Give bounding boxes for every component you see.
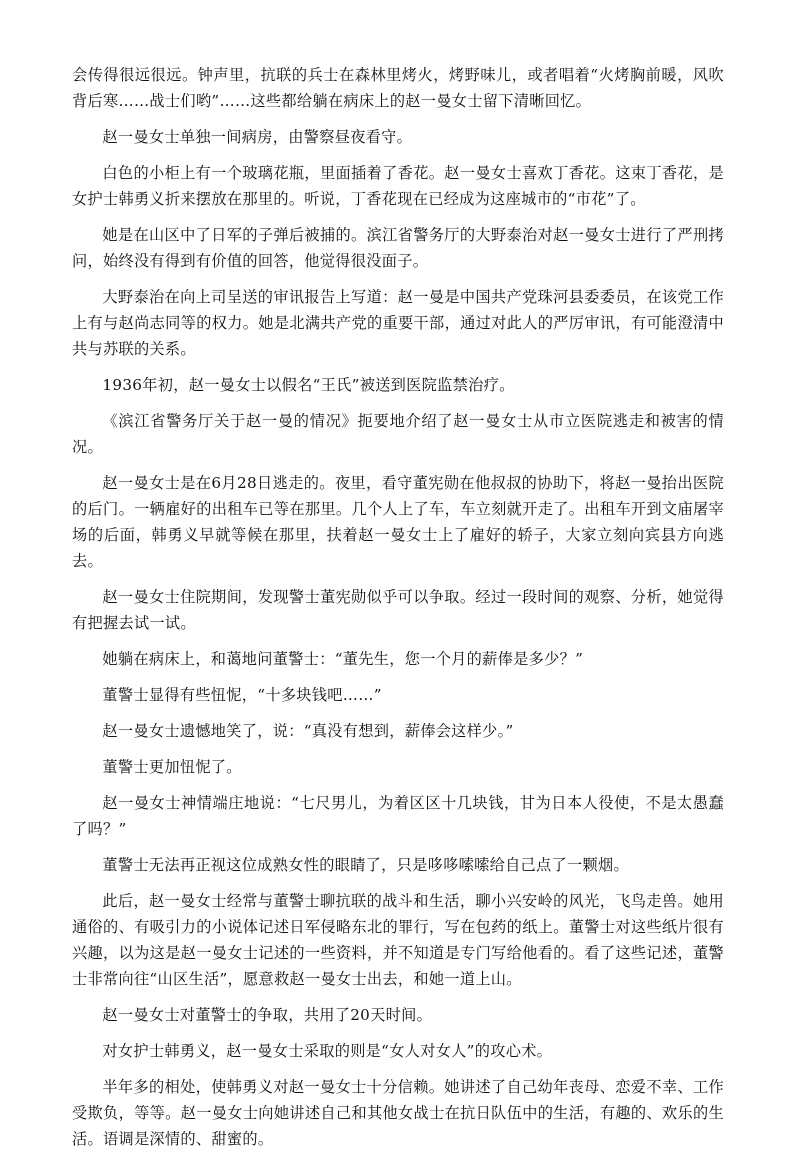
paragraph-3: 白色的小柜上有一个玻璃花瓶，里面插着了香花。赵一曼女士喜欢丁香花。这束丁香花，是女护士韩勇义折来摆放在那里的。听说，丁香花现在已经成为这座城市的“市花”了。 [72, 164, 724, 208]
paragraph-19: 半年多的相处，使韩勇义对赵一曼女士十分信赖。她讲述了自己幼年丧母、恋爱不幸、工作受欺负，等等。赵一曼女士向她讲述自己和其他女战士在抗日队伍中的生活，有趣的、欢乐的生活。语调是深情的、甜蜜的。 [72, 1078, 724, 1148]
paragraph-4: 她是在山区中了日军的子弹后被捕的。滨江省警务厅的大野泰治对赵一曼女士进行了严刑拷问，始终没有得到有价值的回答，他觉得很没面子。 [72, 226, 724, 270]
paragraph-5: 大野泰治在向上司呈送的审讯报告上写道：赵一曼是中国共产党珠河县委委员，在该党工作上有与赵尚志同等的权力。她是北满共产党的重要干部，通过对此人的严厉审讯，有可能澄清中共与苏联的关系。 [72, 288, 724, 358]
paragraph-16: 此后，赵一曼女士经常与董警士聊抗联的战斗和生活，聊小兴安岭的风光，飞鸟走兽。她用通俗的、有吸引力的小说体记述日军侵略东北的罪行，写在包药的纸上。董警士对这些纸片很有兴趣，以为这是赵一曼女士记述的一些资料，并不知道是专门写给他看的。看了这些记述，董警士非常向往“山区生活”，愿意救赵一曼女士出去，和她一道上山。 [72, 892, 724, 988]
paragraph-17: 赵一曼女士对董警士的争取，共用了20天时间。 [102, 1006, 433, 1024]
paragraph-2: 赵一曼女士单独一间病房，由警察昼夜看守。 [102, 128, 413, 146]
paragraph-15: 董警士无法再正视这位成熟女性的眼睛了，只是哆哆嗦嗦给自己点了一颗烟。 [102, 856, 629, 874]
paragraph-13: 董警士更加忸怩了。 [102, 758, 242, 776]
paragraph-9: 赵一曼女士住院期间，发现警士董宪勋似乎可以争取。经过一段时间的观察、分析，她觉得有把握去试一试。 [72, 588, 724, 632]
paragraph-14: 赵一曼女士神情端庄地说：“七尺男儿，为着区区十几块钱，甘为日本人役使，不是太愚蠢了吗？” [72, 794, 724, 838]
paragraph-1: 会传得很远很远。钟声里，抗联的兵士在森林里烤火，烤野味儿，或者唱着“火烤胸前暖，风吹背后寒……战士们哟”……这些都给躺在病床上的赵一曼女士留下清晰回忆。 [72, 66, 724, 110]
paragraph-6: 1936年初，赵一曼女士以假名“王氏”被送到医院监禁治疗。 [102, 376, 515, 394]
paragraph-12: 赵一曼女士遗憾地笑了，说：“真没有想到，薪俸会这样少。” [102, 722, 514, 740]
article-body [72, 62, 724, 1162]
paragraph-18: 对女护士韩勇义，赵一曼女士采取的则是“女人对女人”的攻心术。 [102, 1042, 553, 1060]
paragraph-10: 她躺在病床上，和蔼地问董警士：“董先生，您一个月的薪俸是多少？” [102, 650, 584, 668]
paragraph-11: 董警士显得有些忸怩，“十多块钱吧……” [102, 686, 382, 704]
paragraph-8: 赵一曼女士是在6月28日逃走的。夜里，看守董宪勋在他叔叔的协助下，将赵一曼抬出医院的后门。一辆雇好的出租车已等在那里。几个人上了车，车立刻就开走了。出租车开到文庙屠宰场的后面，韩勇义早就等候在那里，扶着赵一曼女士上了雇好的轿子，大家立刻向宾县方向逃去。 [72, 474, 724, 570]
paragraph-7: 《滨江省警务厅关于赵一曼的情况》扼要地介绍了赵一曼女士从市立医院逃走和被害的情况。 [72, 412, 724, 456]
